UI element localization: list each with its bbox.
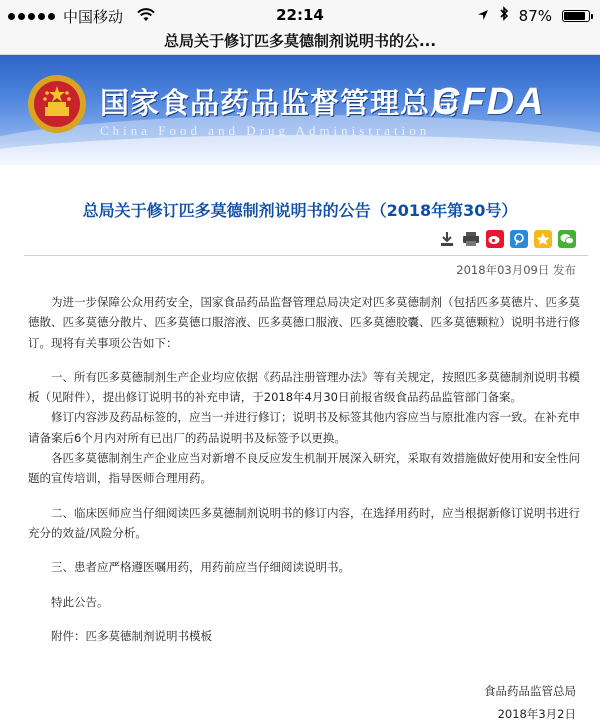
download-icon[interactable] [438, 230, 456, 248]
paragraph-closing: 特此公告。 [51, 594, 109, 609]
signature-date: 2018年3月2日 [497, 707, 576, 721]
cfda-logo: CFDA [432, 81, 546, 123]
battery-percent: 87% [518, 6, 552, 25]
page-title: 总局关于修订匹多莫德制剂说明书的公... [163, 32, 437, 50]
site-banner[interactable] [0, 55, 600, 165]
article-title: 总局关于修订匹多莫德制剂说明书的公告（2018年第30号） [82, 201, 518, 220]
banner-title-en: China Food and Drug Administration [100, 123, 431, 138]
title-divider [24, 255, 588, 256]
paragraph-item-1-labels: 修订内容涉及药品标签的，应当一并进行修订；说明书及标签其他内容应当与原批准内容一致。在补充申请备案后6个月内对所有已出厂的药品说明书及标签予以更换。 [28, 410, 580, 445]
publish-date: 2018年03月09日 发布 [456, 263, 576, 277]
national-emblem-icon [26, 73, 88, 135]
battery-icon [562, 10, 590, 22]
qzone-icon[interactable] [534, 230, 552, 248]
bluetooth-icon [499, 6, 509, 25]
weibo-icon[interactable] [486, 230, 504, 248]
status-bar [0, 0, 600, 30]
paragraph-intro: 为进一步保障公众用药安全，国家食品药品监督管理总局决定对匹多莫德制剂（包括匹多莫德片、匹多莫德散、匹多莫德分散片、匹多莫德口服溶液、匹多莫德口服液、匹多莫德胶囊、匹多莫德颗粒）说明书进行修订。现将有关事项公告如下： [28, 295, 580, 350]
print-icon[interactable] [462, 230, 480, 248]
paragraph-item-3: 三、患者应严格遵医嘱用药，用药前应当仔细阅读说明书。 [51, 560, 350, 575]
carrier-label: 中国移动 [63, 8, 124, 26]
clock: 22:14 [276, 6, 324, 24]
paragraph-item-1-research: 各匹多莫德制剂生产企业应当对新增不良反应发生机制开展深入研究，采取有效措施做好使用和安全性问题的宣传培训，指导医师合理用药。 [28, 451, 580, 486]
wechat-icon[interactable] [558, 230, 576, 248]
paragraph-item-2: 二、临床医师应当仔细阅读匹多莫德制剂说明书的修订内容，在选择用药时，应当根据新修订说明书进行充分的效益/风险分析。 [28, 505, 580, 540]
location-icon [477, 7, 489, 25]
signature-org: 食品药品监管总局 [484, 684, 576, 698]
attachment-link[interactable]: 附件：匹多莫德制剂说明书模板 [51, 628, 212, 643]
article-body [28, 292, 588, 646]
banner-title-cn: 国家食品药品监督管理总局 [100, 86, 461, 120]
article-toolbar [438, 230, 576, 248]
page-title-bar [0, 30, 600, 55]
tencent-weibo-icon[interactable] [510, 230, 528, 248]
paragraph-item-1: 一、所有匹多莫德制剂生产企业均应依据《药品注册管理办法》等有关规定，按照匹多莫德制剂说明书模板（见附件），提出修订说明书的补充申请，于2018年4月30日前报省级食品药品监管部门备案。 [28, 369, 580, 405]
